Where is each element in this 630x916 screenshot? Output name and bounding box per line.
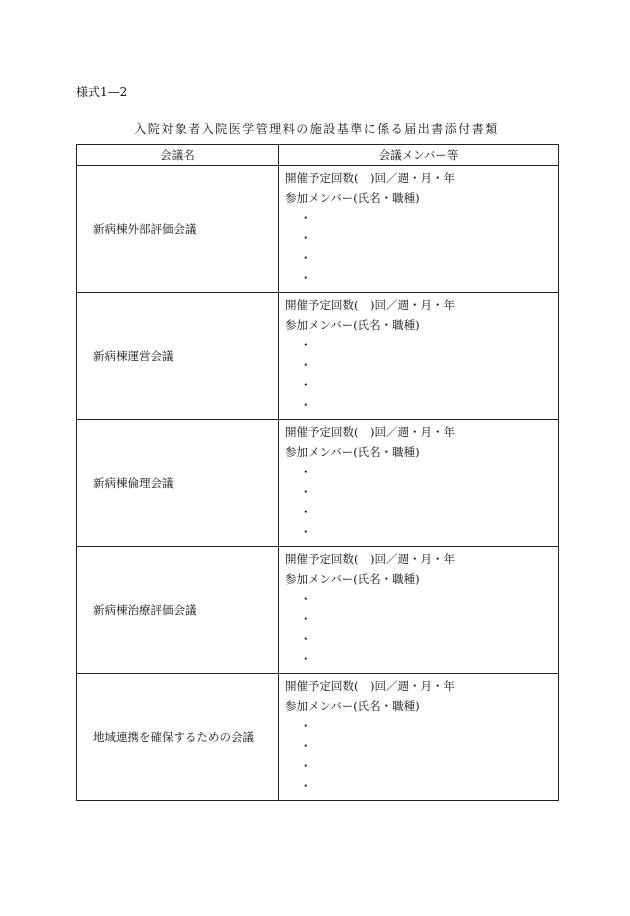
member-bullet: ・ [300, 398, 312, 412]
member-bullet: ・ [300, 485, 312, 499]
member-bullet: ・ [300, 358, 312, 372]
table-row [77, 420, 559, 547]
member-bullet: ・ [300, 231, 312, 245]
member-bullet: ・ [300, 719, 312, 733]
member-bullet: ・ [300, 211, 312, 225]
table-row [77, 293, 559, 420]
meeting-members-cell [279, 166, 559, 293]
schedule-line: 開催予定回数( )回／週・月・年 [285, 298, 455, 312]
members-label: 参加メンバー(氏名・職種) [285, 318, 420, 332]
member-bullet: ・ [300, 739, 312, 753]
meeting-members-cell [279, 293, 559, 420]
member-bullet: ・ [300, 251, 312, 265]
meeting-members-cell [279, 547, 559, 674]
member-bullet: ・ [300, 652, 312, 666]
header-meeting-members: 会議メンバー等 [279, 145, 559, 166]
member-bullet: ・ [300, 612, 312, 626]
member-bullet: ・ [300, 465, 312, 479]
member-bullet: ・ [300, 779, 312, 793]
meeting-name-cell: 地域連携を確保するための会議 [77, 674, 279, 801]
member-bullet: ・ [300, 271, 312, 285]
schedule-line: 開催予定回数( )回／週・月・年 [285, 679, 455, 693]
table-row [77, 166, 559, 293]
member-bullet: ・ [300, 505, 312, 519]
members-label: 参加メンバー(氏名・職種) [285, 572, 420, 586]
table-row [77, 547, 559, 674]
meeting-name-cell: 新病棟治療評価会議 [77, 547, 279, 674]
document-title: 入院対象者入院医学管理料の施設基準に係る届出書添付書類 [134, 122, 499, 136]
member-bullet: ・ [300, 759, 312, 773]
member-bullet: ・ [300, 378, 312, 392]
table-header-row [77, 145, 559, 166]
meeting-members-cell [279, 674, 559, 801]
schedule-line: 開催予定回数( )回／週・月・年 [285, 171, 455, 185]
schedule-line: 開催予定回数( )回／週・月・年 [285, 552, 455, 566]
members-label: 参加メンバー(氏名・職種) [285, 445, 420, 459]
meeting-name-cell: 新病棟運営会議 [77, 293, 279, 420]
member-bullet: ・ [300, 632, 312, 646]
meeting-table [76, 144, 559, 801]
schedule-line: 開催予定回数( )回／週・月・年 [285, 425, 455, 439]
meeting-members-cell [279, 420, 559, 547]
table-row [77, 674, 559, 801]
members-label: 参加メンバー(氏名・職種) [285, 699, 420, 713]
header-meeting-name: 会議名 [77, 145, 279, 166]
member-bullet: ・ [300, 592, 312, 606]
members-label: 参加メンバー(氏名・職種) [285, 191, 420, 205]
meeting-name-cell: 新病棟倫理会議 [77, 420, 279, 547]
member-bullet: ・ [300, 525, 312, 539]
member-bullet: ・ [300, 338, 312, 352]
meeting-name-cell: 新病棟外部評価会議 [77, 166, 279, 293]
form-code: 様式1—2 [76, 85, 128, 99]
